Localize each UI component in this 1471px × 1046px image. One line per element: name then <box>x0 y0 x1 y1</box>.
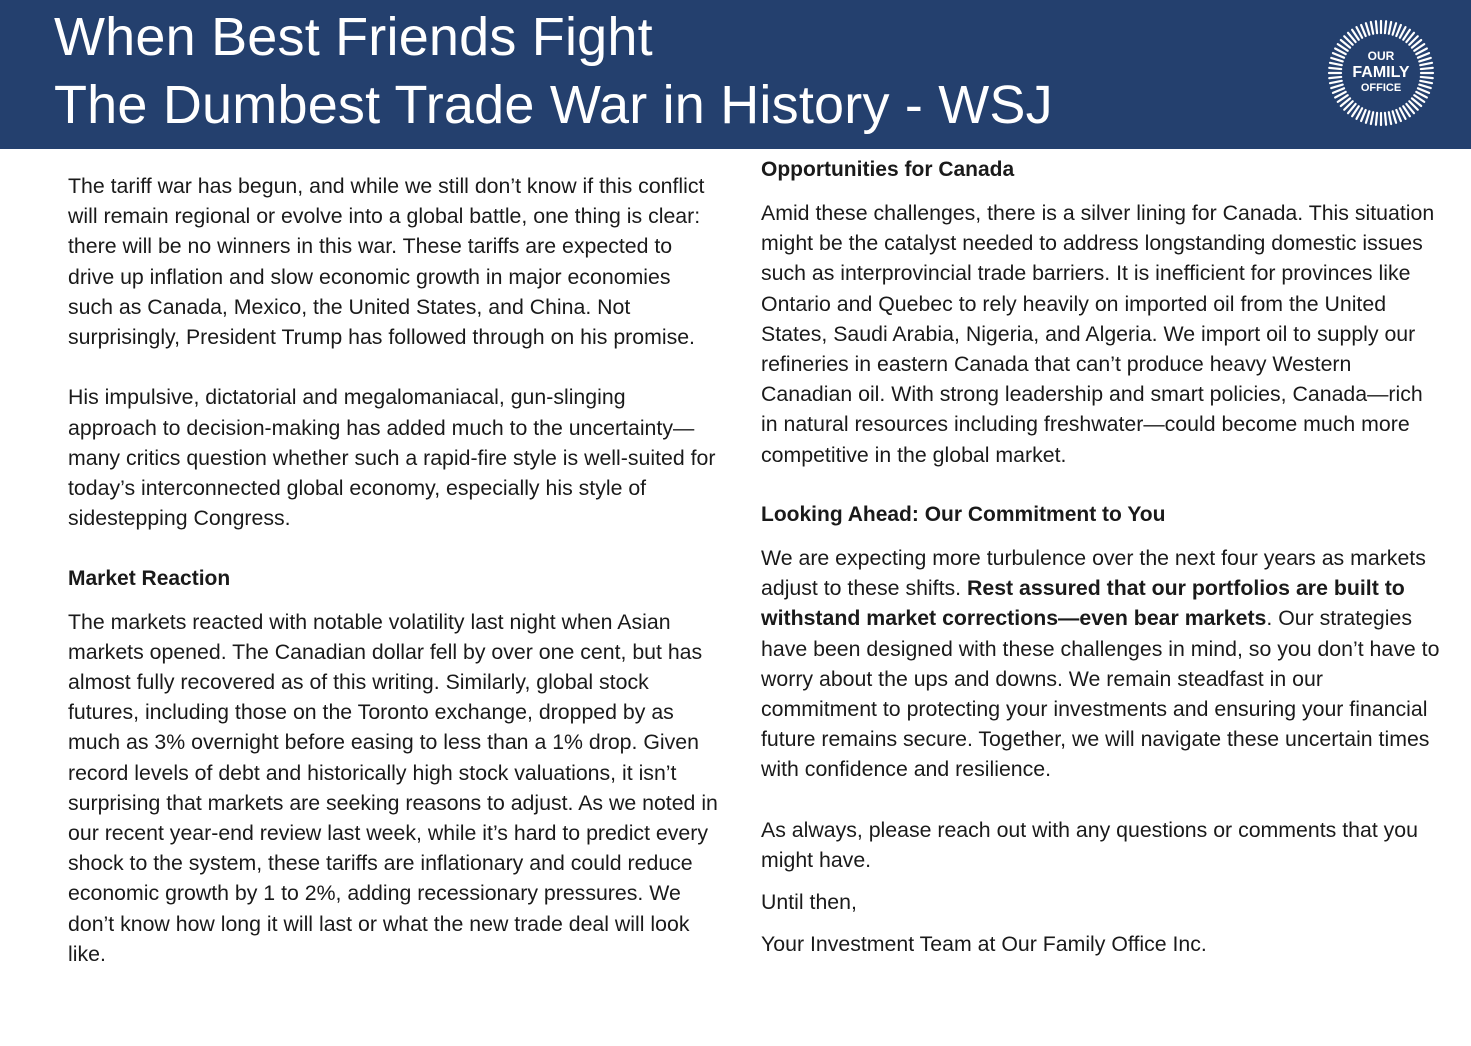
signoff-text: Until then, <box>761 890 857 915</box>
opportunities-heading: Opportunities for Canada <box>761 158 1015 181</box>
page-title-line1: When Best Friends Fight <box>54 7 653 67</box>
logo-text-line2: FAMILY <box>1352 64 1410 81</box>
market-reaction-paragraph: The markets reacted with notable volatility last night when Asian markets opened. The Canadian dollar fell by over one cent, but has almost fully recovered as of this writing. Similarly, global stock futures, including those on the Toronto exchange, dropped by as much as 3% overnight before easing to less than a 1% drop. Given record levels of debt and historically high stock valuations, it isn’t surprising that markets are seeking reasons to adjust. As we noted in our recent year-end review last week, while it’s hard to predict every shock to the system, these tariffs are inflationary and could reduce economic growth by 1 to 2%, adding recessionary pressures. We don’t know how long it will last or what the new trade deal will look like. <box>68 609 718 966</box>
header-banner <box>0 0 1471 149</box>
looking-ahead-text-start: We are expecting more turbulence over the next four years as markets adjust to these shifts. <box>761 546 1426 601</box>
market-reaction-heading: Market Reaction <box>68 566 231 590</box>
logo-text-line3: OFFICE <box>1360 82 1402 94</box>
looking-ahead-heading: Looking Ahead: Our Commitment to You <box>761 503 1166 527</box>
left-column <box>68 171 718 969</box>
sunburst-logo-icon <box>1326 18 1436 128</box>
right-column <box>761 155 1441 960</box>
logo-text-line1: OUR <box>1367 49 1395 63</box>
page-title-line2: The Dumbest Trade War in History - WSJ <box>54 75 1053 135</box>
critique-paragraph: His impulsive, dictatorial and megalomaniacal, gun-slinging approach to decision-making has added much to the uncertainty—many critics question whether such a rapid-fire style is well-suited for today’s interconnected global economy, especially his style of sidestepping Congress. <box>68 385 716 531</box>
intro-paragraph: The tariff war has begun, and while we still don’t know if this conflict will remain regional or evolve into a global battle, one thing is clear: there will be no winners in this war. These tariffs are expected to drive up inflation and slow economic growth in major economies such as Canada, Mexico, the United States, and China. Not surprisingly, President Trump has followed through on his promise. <box>68 174 705 350</box>
closing-paragraph: As always, please reach out with any questions or comments that you might have. <box>761 817 1418 873</box>
looking-ahead-bold-text: Rest assured that our portfolios are built to withstand market corrections—even bear markets <box>761 576 1405 631</box>
signature-text: Your Investment Team at Our Family Office Inc. <box>761 932 1207 957</box>
opportunities-paragraph: Amid these challenges, there is a silver lining for Canada. This situation might be the catalyst needed to address longstanding domestic issues such as interprovincial trade barriers. It is inefficient for provinces like Ontario and Quebec to rely heavily on imported oil from the United States, Saudi Arabia, Nigeria, and Algeria. We import oil to supply our refineries in eastern Canada that can’t produce heavy Western Canadian oil. With strong leadership and smart policies, Canada—rich in natural resources including freshwater—could become much more competitive in the global market. <box>761 201 1435 467</box>
looking-ahead-paragraph <box>761 543 1441 785</box>
looking-ahead-text-end: . Our strategies have been designed with these challenges in mind, so you don’t have to worry about the ups and downs. We remain steadfast in our commitment to protecting your investments and ensuring your financial future remains secure. Together, we will navigate these uncertain times with confidence and resilience. <box>761 606 1440 782</box>
